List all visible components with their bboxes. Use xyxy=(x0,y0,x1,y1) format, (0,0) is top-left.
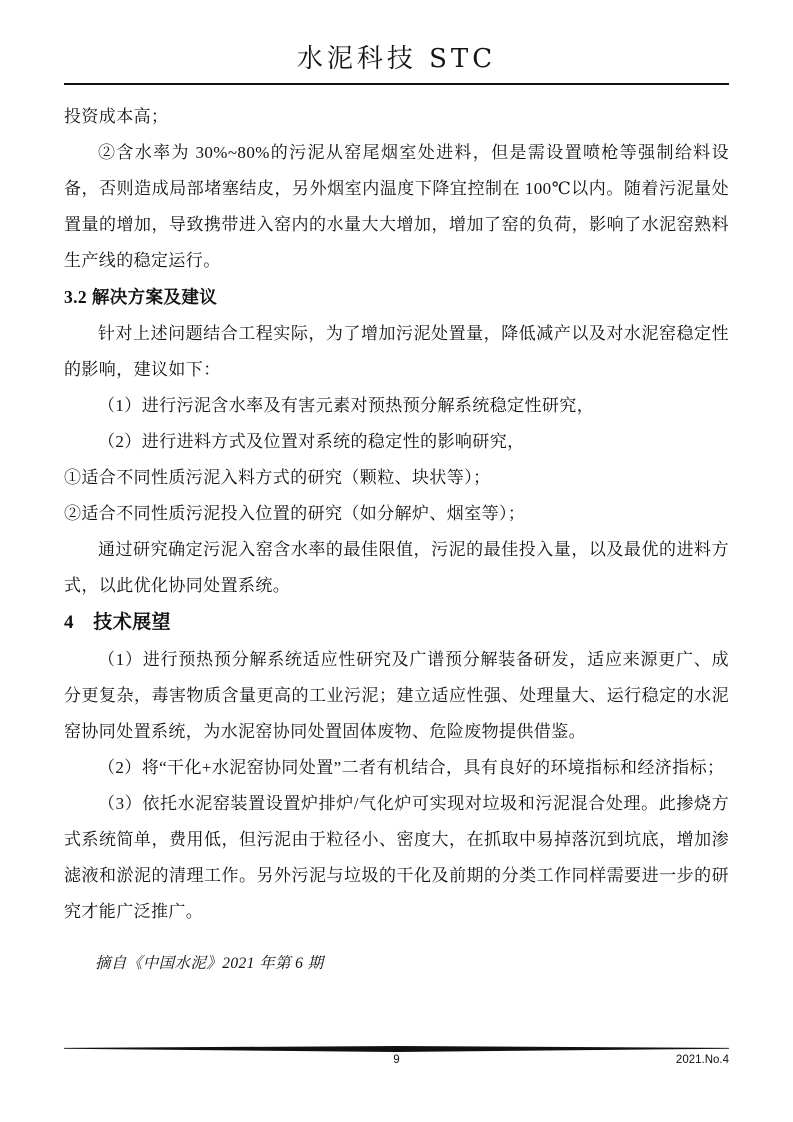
sub-list-item-2: ②适合不同性质污泥投入位置的研究（如分解炉、烟室等）； xyxy=(64,504,526,523)
list-item-2: （2）进行进料方式及位置对系统的稳定性的影响研究， xyxy=(98,432,525,451)
issue-number: 2021.No.4 xyxy=(675,1054,729,1066)
page-footer xyxy=(64,1046,729,1072)
document-body xyxy=(0,93,793,982)
paragraph: ②含水率为 30%~80%的污泥从窑尾烟室处进料，但是需设置喷枪等强制给料设备，否则造成局部堵塞结皮，另外烟室内温度下降宜控制在 100℃以内。随着污泥量处置量的增加，导致携带进入窑内的水量大大增加，增加了窑的负荷，影响了水泥窑熟料生产线的稳定运行。 xyxy=(64,143,729,270)
paragraph: 通过研究确定污泥入窑含水率的最佳限值，污泥的最佳投入量，以及最优的进料方式，以此优化协同处置系统。 xyxy=(64,540,729,595)
paragraph: （1）进行预热预分解系统适应性研究及广谱预分解装备研发，适应来源更广、成分更复杂，毒害物质含量更高的工业污泥；建立适应性强、处理量大、运行稳定的水泥窑协同处置系统，为水泥窑协同处置固体废物、危险废物提供借鉴。 xyxy=(64,650,729,741)
list-item-1: （1）进行污泥含水率及有害元素对预热预分解系统稳定性研究， xyxy=(98,396,595,415)
source-citation: 摘自《中国水泥》2021 年第 6 期 xyxy=(95,955,324,972)
page-number: 9 xyxy=(393,1054,400,1066)
footer-row xyxy=(64,1054,729,1072)
header-rule xyxy=(64,83,729,85)
section-heading-4: 4 技术展望 xyxy=(64,612,171,633)
section-heading-3-2: 3.2 解决方案及建议 xyxy=(64,287,218,307)
sub-list-item-1: ①适合不同性质污泥入料方式的研究（颗粒、块状等）； xyxy=(64,468,491,487)
paragraph: （2）将“干化+水泥窑协同处置”二者有机结合，具有良好的环境指标和经济指标； xyxy=(98,758,725,777)
journal-title: 水泥科技 STC xyxy=(296,44,497,74)
page-header xyxy=(0,0,793,85)
paragraph: 针对上述问题结合工程实际，为了增加污泥处置量，降低减产以及对水泥窑稳定性的影响，建议如下： xyxy=(64,324,729,379)
footer-tapered-rule xyxy=(64,1046,729,1052)
paragraph-continuation: 投资成本高； xyxy=(64,107,169,126)
paragraph: （3）依托水泥窑装置设置炉排炉/气化炉可实现对垃圾和污泥混合处理。此掺烧方式系统简单，费用低，但污泥由于粒径小、密度大，在抓取中易掉落沉到坑底，增加渗滤液和淤泥的清理工作。另外污泥与垃圾的干化及前期的分类工作同样需要进一步的研究才能广泛推广。 xyxy=(64,794,729,921)
